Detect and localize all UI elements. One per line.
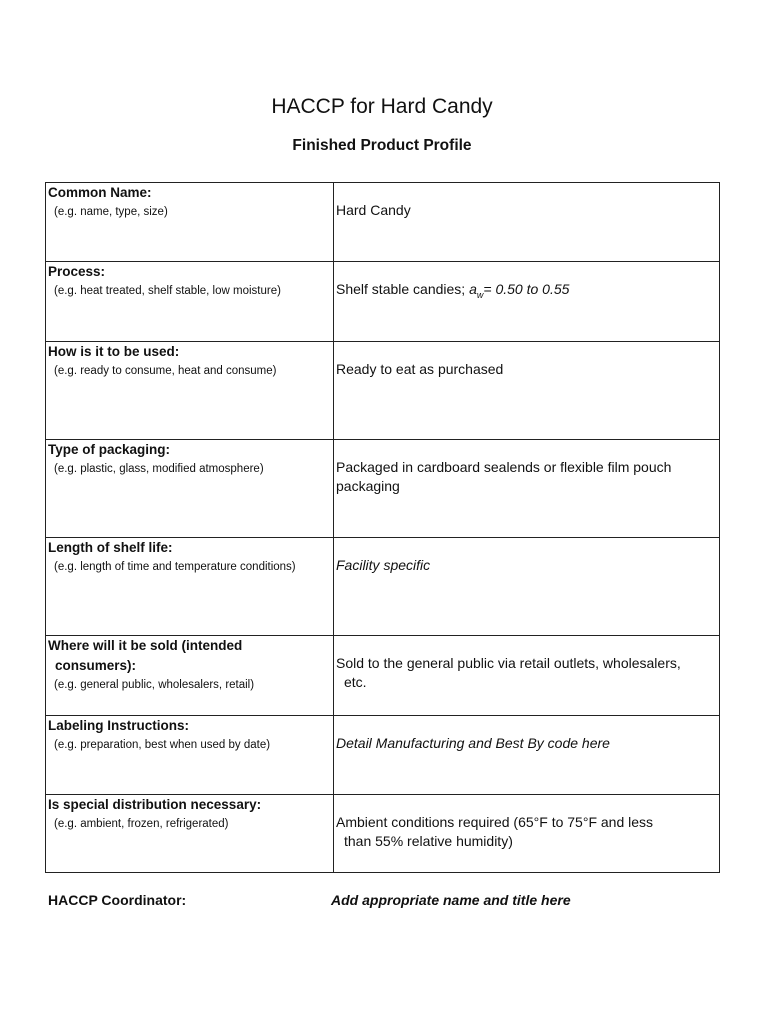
- field-label: How is it to be used:: [48, 344, 180, 359]
- field-value: [336, 813, 709, 851]
- label-cell: [46, 716, 334, 795]
- table-row: [46, 183, 720, 262]
- field-label: [48, 636, 331, 676]
- field-example: (e.g. length of time and temperature conditions): [54, 561, 296, 573]
- field-example: (e.g. plastic, glass, modified atmosphere): [54, 463, 264, 475]
- table-row: [46, 716, 720, 795]
- field-label: Is special distribution necessary:: [48, 797, 262, 812]
- label-cell: [46, 795, 334, 873]
- field-label: Type of packaging:: [48, 442, 171, 457]
- table-row: [46, 538, 720, 636]
- field-value: [336, 280, 709, 305]
- water-activity-symbol: a: [469, 281, 477, 297]
- water-activity-subscript: w: [476, 289, 484, 300]
- value-cell: [334, 342, 720, 440]
- field-label: Common Name:: [48, 185, 152, 200]
- water-activity-range: = 0.50 to 0.55: [483, 281, 570, 297]
- field-example: (e.g. ambient, frozen, refrigerated): [54, 818, 229, 830]
- document-title: HACCP for Hard Candy: [271, 95, 493, 118]
- value-prefix: Shelf stable candies;: [336, 281, 470, 297]
- field-label: Process:: [48, 264, 106, 279]
- value-cell: [334, 795, 720, 873]
- field-value: [336, 654, 709, 692]
- document-subtitle: Finished Product Profile: [292, 137, 472, 154]
- label-cell: [46, 538, 334, 636]
- field-value-line2: than 55% relative humidity): [344, 833, 513, 849]
- field-value-line1: Sold to the general public via retail outlets, wholesalers,: [336, 655, 681, 671]
- value-cell: [334, 262, 720, 342]
- coordinator-value: Add appropriate name and title here: [331, 892, 571, 908]
- field-value: Facility specific: [336, 557, 431, 573]
- value-cell: [334, 538, 720, 636]
- field-value: Detail Manufacturing and Best By code here: [336, 735, 610, 751]
- table-row: [46, 342, 720, 440]
- table-row: [46, 636, 720, 716]
- field-example: (e.g. name, type, size): [54, 206, 168, 218]
- table-row: [46, 440, 720, 538]
- field-label: Length of shelf life:: [48, 540, 173, 555]
- field-example: (e.g. general public, wholesalers, retail): [54, 679, 255, 691]
- label-cell: [46, 636, 334, 716]
- value-cell: [334, 440, 720, 538]
- field-value-line1: Ambient conditions required (65°F to 75°F and less: [336, 814, 654, 830]
- table-row: [46, 262, 720, 342]
- value-cell: [334, 716, 720, 795]
- label-cell: [46, 342, 334, 440]
- label-cell: [46, 440, 334, 538]
- value-cell: [334, 636, 720, 716]
- field-label-line2: consumers):: [55, 658, 137, 673]
- field-label-line1: Where will it be sold (intended: [48, 638, 243, 653]
- label-cell: [46, 183, 334, 262]
- label-cell: [46, 262, 334, 342]
- product-profile-table: [45, 182, 720, 873]
- field-example: (e.g. ready to consume, heat and consume): [54, 365, 277, 377]
- coordinator-label: HACCP Coordinator:: [48, 892, 187, 908]
- table-row: [46, 795, 720, 873]
- field-example: (e.g. heat treated, shelf stable, low moisture): [54, 285, 281, 297]
- field-example: (e.g. preparation, best when used by date): [54, 739, 271, 751]
- field-label: Labeling Instructions:: [48, 718, 190, 733]
- field-value: Ready to eat as purchased: [336, 361, 504, 377]
- field-value: Hard Candy: [336, 202, 411, 218]
- field-value-line2: etc.: [344, 674, 367, 690]
- value-cell: [334, 183, 720, 262]
- field-value: Packaged in cardboard sealends or flexible film pouch packaging: [336, 459, 672, 494]
